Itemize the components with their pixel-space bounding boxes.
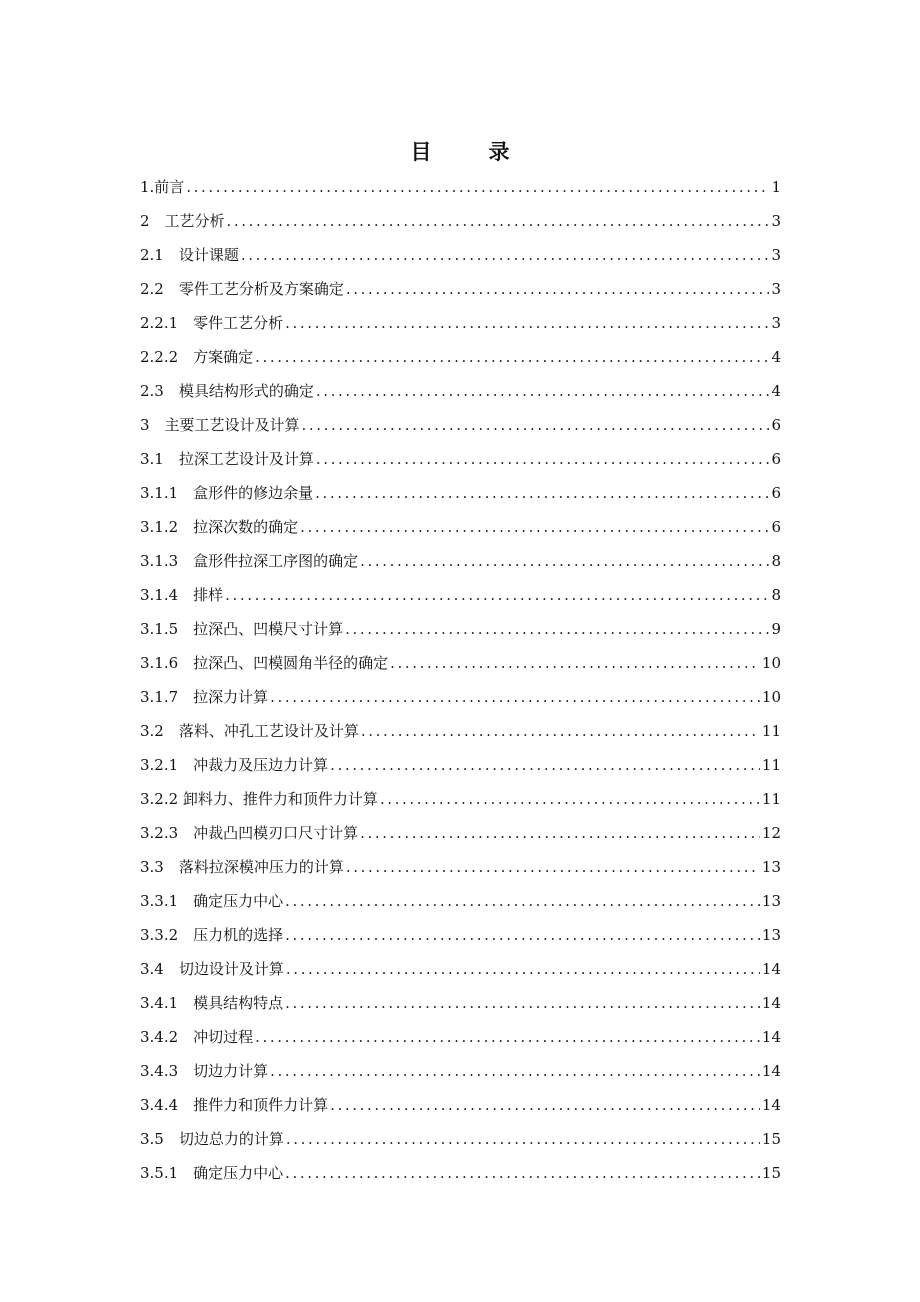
toc-entry[interactable] <box>140 442 781 476</box>
toc-entry[interactable] <box>140 1020 781 1054</box>
dot-leader <box>255 340 769 374</box>
dot-leader <box>345 612 769 646</box>
toc-entry[interactable] <box>140 782 781 816</box>
toc-entry[interactable] <box>140 612 781 646</box>
toc-entry[interactable] <box>140 1156 781 1190</box>
toc-entry-page-number: 3 <box>771 280 781 298</box>
toc-entry-page-number: 13 <box>761 892 781 910</box>
dot-leader <box>315 476 769 510</box>
toc-entry[interactable] <box>140 952 781 986</box>
dot-leader <box>361 714 760 748</box>
toc-entry-page-number: 14 <box>761 1028 781 1046</box>
dot-leader <box>302 408 770 442</box>
toc-entry-page-number: 4 <box>771 348 781 366</box>
toc-entry-page-number: 15 <box>761 1164 781 1182</box>
table-of-contents <box>140 170 781 1190</box>
toc-entry[interactable] <box>140 1122 781 1156</box>
toc-entry-label: 2.2.1 零件工艺分析 <box>140 314 284 332</box>
toc-entry-label: 2.2.2 方案确定 <box>140 348 254 366</box>
toc-entry-label: 3.5.1 确定压力中心 <box>140 1164 284 1182</box>
toc-entry-label: 3.4.2 冲切过程 <box>140 1028 254 1046</box>
toc-entry-page-number: 13 <box>761 858 781 876</box>
toc-entry-page-number: 3 <box>771 314 781 332</box>
dot-leader <box>255 1020 760 1054</box>
dot-leader <box>316 442 770 476</box>
toc-entry-label: 3.1.7 拉深力计算 <box>140 688 269 706</box>
toc-entry-label: 3.4.4 推件力和顶件力计算 <box>140 1096 329 1114</box>
toc-entry-page-number: 15 <box>761 1130 781 1148</box>
toc-entry[interactable] <box>140 272 781 306</box>
toc-entry-page-number: 11 <box>761 756 781 774</box>
dot-leader <box>286 952 760 986</box>
toc-entry-label: 3.1.3 盒形件拉深工序图的确定 <box>140 552 359 570</box>
toc-entry[interactable] <box>140 340 781 374</box>
toc-entry-page-number: 14 <box>761 960 781 978</box>
toc-entry[interactable] <box>140 986 781 1020</box>
toc-entry-label: 3.3.1 确定压力中心 <box>140 892 284 910</box>
toc-entry-label: 3.1.5 拉深凸、凹模尺寸计算 <box>140 620 344 638</box>
toc-entry[interactable] <box>140 408 781 442</box>
toc-entry-label: 3.1.2 拉深次数的确定 <box>140 518 299 536</box>
toc-entry-label: 3.1.6 拉深凸、凹模圆角半径的确定 <box>140 654 389 672</box>
toc-entry[interactable] <box>140 646 781 680</box>
dot-leader <box>227 204 770 238</box>
toc-entry-label: 3.5 切边总力的计算 <box>140 1130 284 1148</box>
dot-leader <box>270 1054 760 1088</box>
toc-entry-label: 3.3 落料拉深模冲压力的计算 <box>140 858 344 876</box>
toc-entry-page-number: 6 <box>771 484 781 502</box>
toc-entry-label: 3.4 切边设计及计算 <box>140 960 284 978</box>
toc-entry-page-number: 12 <box>761 824 781 842</box>
dot-leader <box>380 782 760 816</box>
dot-leader <box>390 646 760 680</box>
toc-entry-page-number: 6 <box>771 450 781 468</box>
toc-entry[interactable] <box>140 578 781 612</box>
dot-leader <box>285 884 760 918</box>
toc-entry-page-number: 14 <box>761 1062 781 1080</box>
toc-entry[interactable] <box>140 850 781 884</box>
toc-entry-page-number: 11 <box>761 790 781 808</box>
toc-entry-page-number: 1 <box>771 178 781 196</box>
dot-leader <box>300 510 769 544</box>
toc-entry[interactable] <box>140 238 781 272</box>
toc-entry-page-number: 3 <box>771 212 781 230</box>
toc-entry-page-number: 14 <box>761 994 781 1012</box>
toc-entry[interactable] <box>140 544 781 578</box>
toc-entry-page-number: 4 <box>771 382 781 400</box>
toc-entry[interactable] <box>140 680 781 714</box>
toc-entry-label: 2 工艺分析 <box>140 212 225 230</box>
toc-entry-label: 3.1.1 盒形件的修边余量 <box>140 484 314 502</box>
page-title: 目 录 <box>410 140 528 164</box>
toc-entry-page-number: 6 <box>771 416 781 434</box>
dot-leader <box>346 272 770 306</box>
dot-leader <box>330 1088 760 1122</box>
toc-entry-page-number: 10 <box>761 688 781 706</box>
dot-leader <box>360 816 760 850</box>
dot-leader <box>330 748 760 782</box>
toc-entry-page-number: 6 <box>771 518 781 536</box>
toc-entry-page-number: 9 <box>771 620 781 638</box>
dot-leader <box>286 1122 760 1156</box>
toc-entry-page-number: 8 <box>771 586 781 604</box>
dot-leader <box>285 306 769 340</box>
toc-entry-label: 2.2 零件工艺分析及方案确定 <box>140 280 344 298</box>
toc-entry-page-number: 11 <box>761 722 781 740</box>
toc-entry-label: 3.3.2 压力机的选择 <box>140 926 284 944</box>
toc-entry[interactable] <box>140 374 781 408</box>
toc-entry[interactable] <box>140 1088 781 1122</box>
toc-entry[interactable] <box>140 816 781 850</box>
toc-entry-label: 3.2 落料、冲孔工艺设计及计算 <box>140 722 359 740</box>
toc-entry[interactable] <box>140 306 781 340</box>
toc-entry-label: 3.2.1 冲裁力及压边力计算 <box>140 756 329 774</box>
toc-entry-label: 3 主要工艺设计及计算 <box>140 416 300 434</box>
toc-entry-label: 3.1.4 排样 <box>140 586 224 604</box>
toc-entry-page-number: 8 <box>771 552 781 570</box>
dot-leader <box>285 1156 760 1190</box>
toc-entry[interactable] <box>140 748 781 782</box>
dot-leader <box>346 850 760 884</box>
toc-entry-label: 2.1 设计课题 <box>140 246 239 264</box>
dot-leader <box>225 578 769 612</box>
toc-entry[interactable] <box>140 884 781 918</box>
dot-leader <box>270 680 760 714</box>
dot-leader <box>285 986 760 1020</box>
toc-entry-page-number: 3 <box>771 246 781 264</box>
toc-entry[interactable] <box>140 510 781 544</box>
toc-entry-page-number: 14 <box>761 1096 781 1114</box>
toc-entry-label: 3.1 拉深工艺设计及计算 <box>140 450 314 468</box>
dot-leader <box>241 238 770 272</box>
toc-entry-label: 3.4.3 切边力计算 <box>140 1062 269 1080</box>
toc-entry[interactable] <box>140 714 781 748</box>
dot-leader <box>186 170 769 204</box>
toc-entry-page-number: 13 <box>761 926 781 944</box>
dot-leader <box>316 374 770 408</box>
toc-entry-label: 1.前言 <box>140 178 185 196</box>
toc-entry[interactable] <box>140 170 781 204</box>
toc-entry-label: 2.3 模具结构形式的确定 <box>140 382 314 400</box>
toc-entry[interactable] <box>140 1054 781 1088</box>
dot-leader <box>360 544 769 578</box>
toc-entry-label: 3.2.2 卸料力、推件力和顶件力计算 <box>140 790 378 808</box>
toc-entry[interactable] <box>140 476 781 510</box>
toc-entry-label: 3.2.3 冲裁凸凹模刃口尺寸计算 <box>140 824 359 842</box>
dot-leader <box>285 918 760 952</box>
toc-entry[interactable] <box>140 204 781 238</box>
toc-entry-page-number: 10 <box>761 654 781 672</box>
toc-entry[interactable] <box>140 918 781 952</box>
toc-entry-label: 3.4.1 模具结构特点 <box>140 994 284 1012</box>
